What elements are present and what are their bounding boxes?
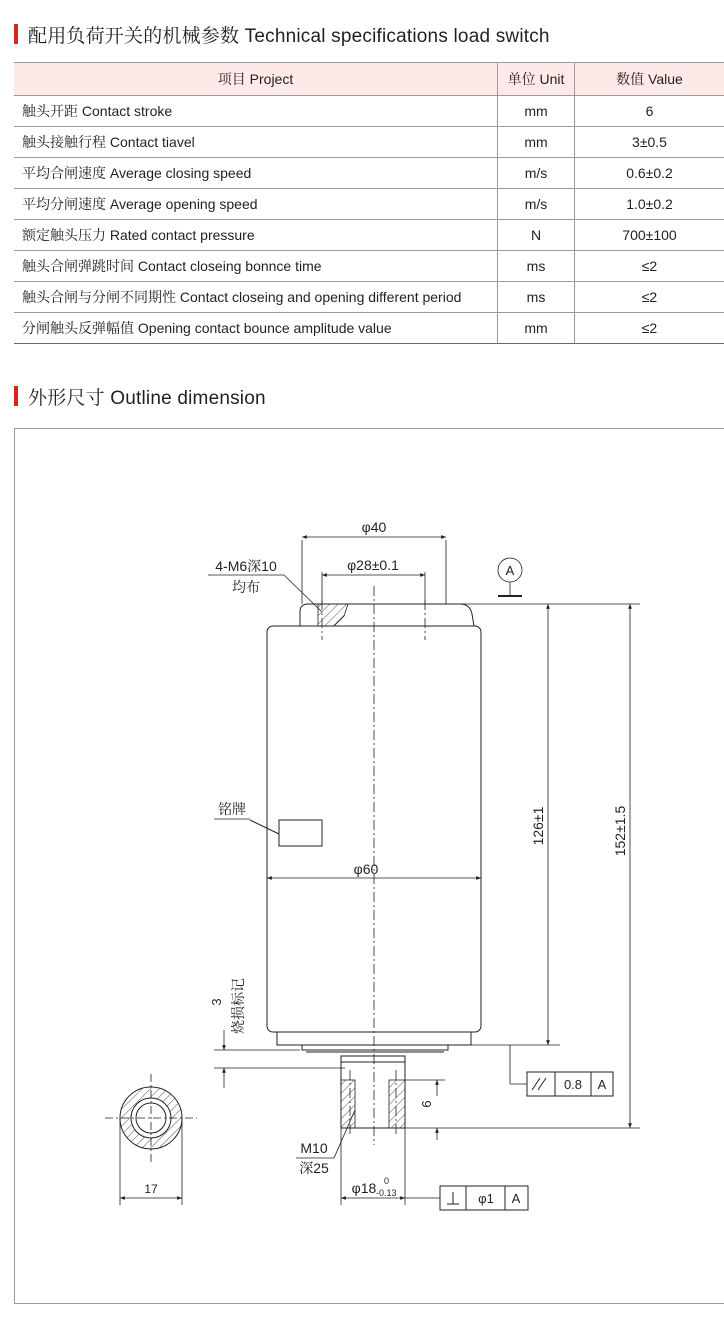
row-project: 额定触头压力 Rated contact pressure	[14, 220, 498, 251]
row-unit: mm	[498, 313, 575, 344]
row-value: ≤2	[575, 282, 724, 313]
dim-152: 152±1.5	[612, 805, 628, 857]
label-wear-mark: 烧损标记	[230, 978, 246, 1034]
row-value: ≤2	[575, 313, 724, 344]
row-value: 0.6±0.2	[575, 158, 724, 189]
label-m6-sub: 均布	[232, 579, 260, 595]
dim-phi18-upper: 0	[384, 1176, 390, 1186]
row-value: 3±0.5	[575, 127, 724, 158]
section-title-specs-text: 配用负荷开关的机械参数 Technical specifications load switch	[28, 25, 550, 47]
label-nameplate: 铭牌	[218, 801, 246, 817]
row-project: 触头接触行程 Contact tiavel	[14, 127, 498, 158]
label-m6: 4-M6深10	[215, 558, 277, 574]
header-value: 数值 Value	[575, 63, 724, 96]
datum-a: A	[505, 563, 515, 578]
row-project: 平均合闸速度 Average closing speed	[14, 158, 498, 189]
row-project: 平均分闸速度 Average opening speed	[14, 189, 498, 220]
dim-phi18-lower: -0.13	[376, 1188, 397, 1198]
row-unit: mm	[498, 96, 575, 127]
dim-3: 3	[209, 998, 224, 1006]
row-value: 1.0±0.2	[575, 189, 724, 220]
dim-phi28: φ28±0.1	[347, 557, 399, 573]
row-unit: ms	[498, 282, 575, 313]
perpendicular-tolerance-value: φ1	[478, 1191, 494, 1206]
row-project: 触头开距 Contact stroke	[14, 96, 498, 127]
thread-hatch	[318, 604, 348, 626]
row-value: 700±100	[575, 220, 724, 251]
rod-hatch-left	[341, 1080, 355, 1128]
perpendicular-tolerance-ref: A	[511, 1191, 521, 1206]
dim-phi18: φ18	[351, 1180, 377, 1196]
row-project: 触头合闸与分闸不同期性 Contact closeing and opening different period	[14, 282, 498, 313]
parallel-tolerance-ref: A	[597, 1077, 607, 1092]
row-unit: m/s	[498, 189, 575, 220]
row-project: 分闸触头反弹幅值 Opening contact bounce amplitude value	[14, 313, 498, 344]
bottom-ring	[302, 1045, 448, 1050]
section-title-outline-text: 外形尺寸 Outline dimension	[28, 387, 266, 409]
dim-6: 6	[419, 1100, 434, 1108]
row-unit: ms	[498, 251, 575, 282]
parallel-tolerance-value: 0.8	[563, 1077, 583, 1092]
row-unit: N	[498, 220, 575, 251]
dim-phi40: φ40	[361, 519, 387, 535]
rod-hatch-right	[389, 1080, 405, 1128]
header-unit: 单位 Unit	[498, 63, 575, 96]
row-unit: m/s	[498, 158, 575, 189]
row-value: 6	[575, 96, 724, 127]
row-unit: mm	[498, 127, 575, 158]
label-m10-sub: 深25	[299, 1160, 329, 1176]
label-m10: M10	[300, 1140, 328, 1156]
row-value: ≤2	[575, 251, 724, 282]
nameplate	[279, 820, 322, 846]
dim-phi60: φ60	[353, 861, 379, 877]
dim-17: 17	[144, 1182, 158, 1196]
row-project: 触头合闸弹跳时间 Contact closeing bonnce time	[14, 251, 498, 282]
header-project: 项目 Project	[14, 63, 498, 96]
dim-126: 126±1	[530, 806, 546, 846]
